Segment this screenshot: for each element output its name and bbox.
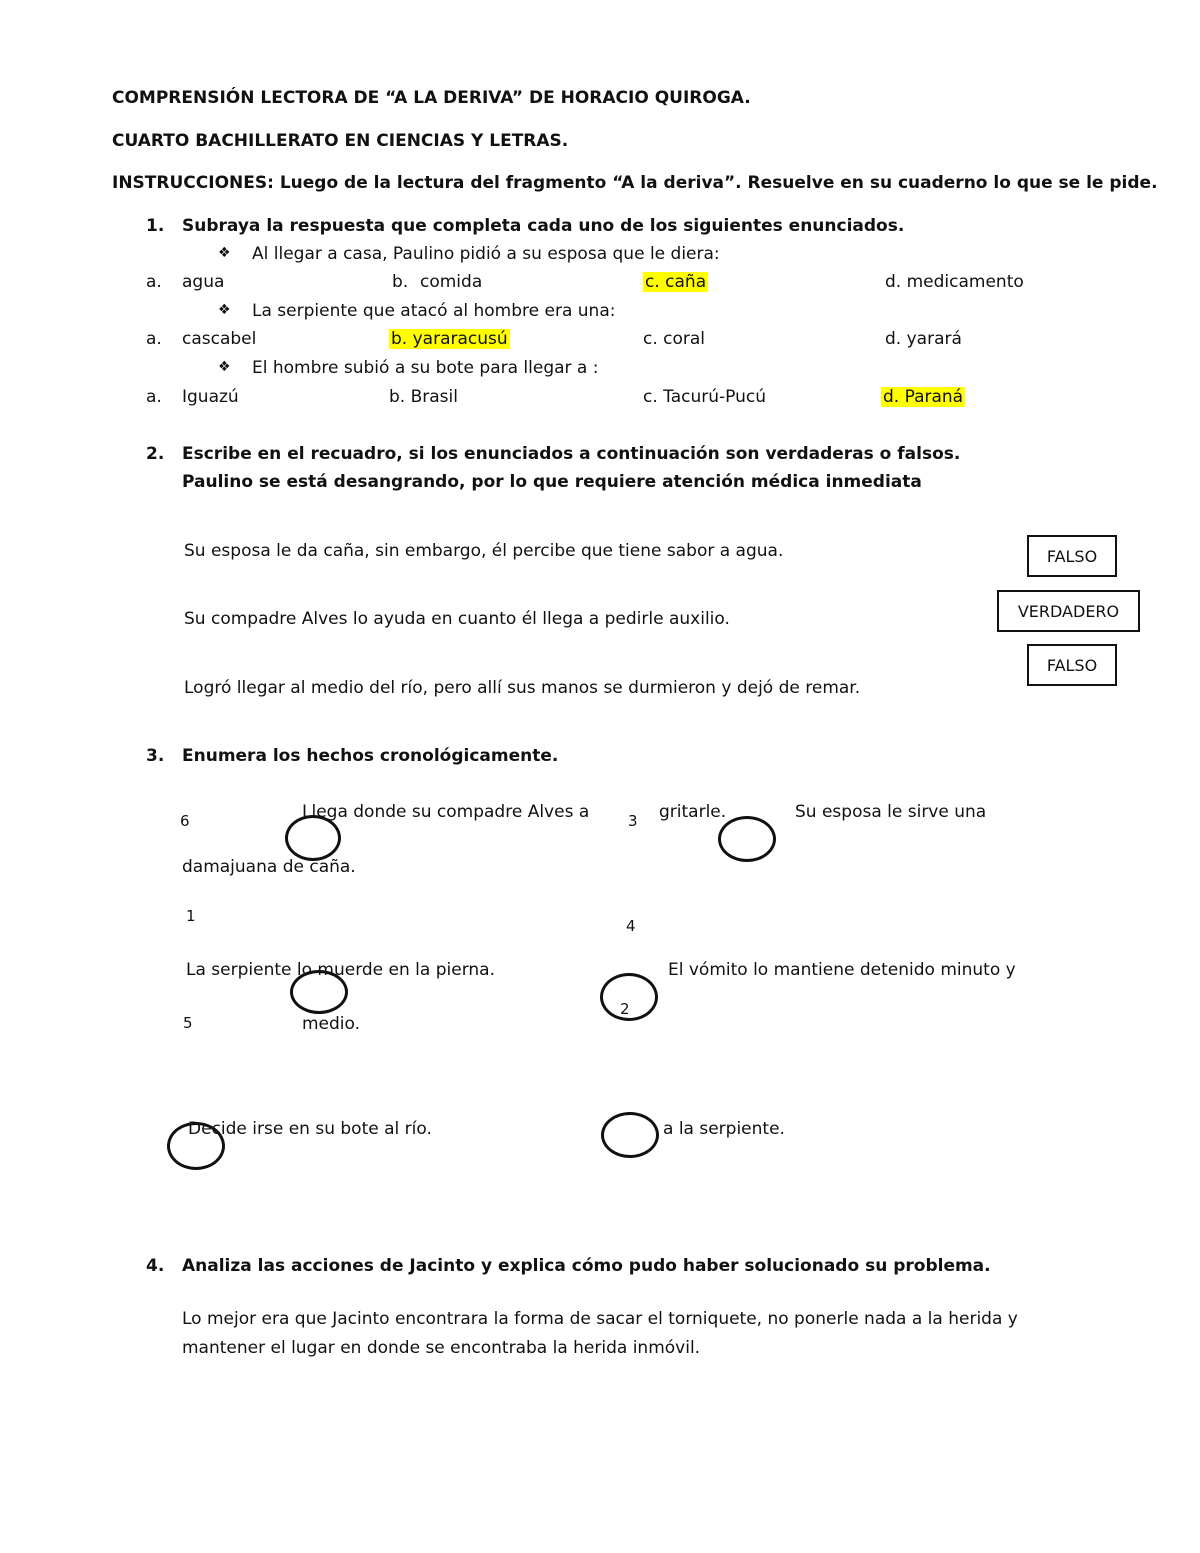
q3-event-serpiente: La serpiente lo muerde en la pierna. [186,960,495,980]
q3-order-number: 5 [183,1014,193,1032]
instructions: INSTRUCCIONES: Luego de la lectura del fragmento “A la deriva”. Resuelve en su cuaderno lo que se le pide. [112,173,1158,193]
diamond-bullet-icon: ❖ [218,245,231,261]
q1-item1-opt-a: agua [182,272,225,292]
q3-order-number: 3 [628,812,638,830]
q4-prompt: Analiza las acciones de Jacinto y explica cómo pudo haber solucionado su problema. [182,1256,991,1276]
q1-item1-stem: Al llegar a casa, Paulino pidió a su esposa que le diera: [252,244,720,264]
q1-number: 1. [146,216,165,236]
q2-answer-3: FALSO [1046,655,1098,675]
q3-order-number: 2 [620,1000,630,1018]
q2-statement-2: Su compadre Alves lo ayuda en cuanto él llega a pedirle auxilio. [184,609,730,629]
q1-item2-opt-c: c. coral [643,329,706,349]
q2-prompt: Escribe en el recuadro, si los enunciados a continuación son verdaderas o falsos. [182,444,961,464]
q1-item1-opt-c-highlighted: c. caña [645,272,707,292]
q1-item1-opt-a-letter: a. [146,272,162,292]
q3-event-esposa-cont: damajuana de caña. [182,857,356,877]
grade-line: CUARTO BACHILLERATO EN CIENCIAS Y LETRAS. [112,131,569,151]
diamond-bullet-icon: ❖ [218,359,231,375]
q3-order-number: 6 [180,812,190,830]
q3-order-number: 4 [626,917,636,935]
q1-item3-opt-d-highlighted: d. Paraná [883,387,964,407]
q3-number: 3. [146,746,165,766]
q1-item1-opt-b-letter: b. [392,272,409,292]
q2-statement-1: Su esposa le da caña, sin embargo, él percibe que tiene sabor a agua. [184,541,784,561]
q3-event-vomito: El vómito lo mantiene detenido minuto y [668,960,1016,980]
q1-prompt: Subraya la respuesta que completa cada uno de los siguientes enunciados. [182,216,905,236]
q2-answer-box-1[interactable] [1027,535,1117,577]
q1-item2-opt-b-highlighted: b. yararacusú [391,329,508,349]
q2-number: 2. [146,444,165,464]
q4-answer-line-1: Lo mejor era que Jacinto encontrara la forma de sacar el torniquete, no ponerle nada a la herida y [182,1309,1018,1329]
q1-item3-opt-a-letter: a. [146,387,162,407]
q4-number: 4. [146,1256,165,1276]
q1-item1-opt-d: d. medicamento [885,272,1024,292]
document-title: COMPRENSIÓN LECTORA DE “A LA DERIVA” DE HORACIO QUIROGA. [112,88,751,108]
q1-item3-opt-a: Iguazú [182,387,239,407]
q2-answer-1: FALSO [1046,546,1098,566]
q2-answer-2: VERDADERO [1017,601,1120,621]
q3-event-gritarle: gritarle. [659,802,727,822]
order-circle[interactable] [601,1112,659,1158]
q3-event-esposa: Su esposa le sirve una [795,802,987,822]
q1-item3-opt-b: b. Brasil [389,387,458,407]
q1-item2-opt-d: d. yarará [885,329,962,349]
q2-answer-box-2[interactable] [997,590,1140,632]
q1-item2-opt-a: cascabel [182,329,257,349]
q2-answer-box-3[interactable] [1027,644,1117,686]
q3-event-vomito-cont: medio. [302,1014,361,1034]
q1-item2-stem: La serpiente que atacó al hombre era una: [252,301,616,321]
q3-prompt: Enumera los hechos cronológicamente. [182,746,559,766]
diamond-bullet-icon: ❖ [218,302,231,318]
q3-order-number: 1 [186,907,196,925]
q3-event-alves: Llega donde su compadre Alves a [302,802,590,822]
q3-event-serpiente-2: a la serpiente. [663,1119,785,1139]
q3-event-bote: Decide irse en su bote al río. [188,1119,432,1139]
q1-item3-stem: El hombre subió a su bote para llegar a : [252,358,599,378]
q2-subprompt: Paulino se está desangrando, por lo que requiere atención médica inmediata [182,472,922,492]
q4-answer-line-2: mantener el lugar en donde se encontraba la herida inmóvil. [182,1338,701,1358]
order-circle[interactable] [290,970,348,1014]
q2-statement-3: Logró llegar al medio del río, pero allí sus manos se durmieron y dejó de remar. [184,678,861,698]
order-circle[interactable] [167,1122,225,1170]
order-circle[interactable] [285,815,341,861]
q1-item2-opt-a-letter: a. [146,329,162,349]
order-circle[interactable] [718,816,776,862]
q1-item1-opt-b: comida [420,272,483,292]
order-circle[interactable] [600,973,658,1021]
q1-item3-opt-c: c. Tacurú-Pucú [643,387,767,407]
